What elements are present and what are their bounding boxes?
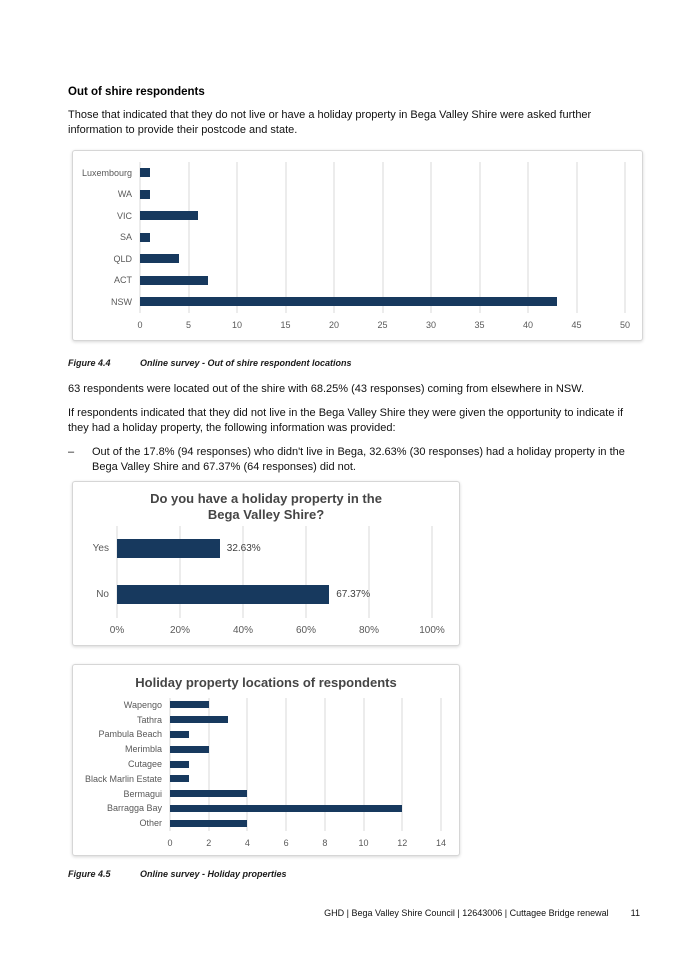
bar (117, 585, 329, 604)
section-heading: Out of shire respondents (68, 86, 205, 98)
x-axis-tick-label: 20 (328, 319, 340, 330)
bar-row (98, 727, 441, 742)
category-label: Tathra (136, 714, 162, 725)
holiday-property-locations-chart (72, 664, 460, 856)
bar (170, 761, 189, 768)
bar (117, 539, 220, 558)
category-label: Barragga Bay (106, 803, 162, 814)
bar-track (170, 731, 441, 738)
bar-value-label: 32.63% (226, 543, 261, 554)
bar-row (119, 227, 625, 249)
x-axis (109, 618, 445, 645)
category-label: No (96, 589, 109, 600)
chart-bars (81, 162, 625, 313)
chart-plot-area (73, 524, 459, 645)
chart-bars (84, 698, 441, 831)
bar-track (117, 539, 432, 558)
x-axis-tick-label: 35 (474, 319, 485, 330)
bar (170, 775, 189, 782)
chart-title: Do you have a holiday property in the Bega Valley Shire? (150, 490, 382, 522)
bar-row (96, 572, 432, 618)
bar (170, 701, 209, 708)
category-label: Merimbla (124, 744, 162, 755)
x-axis-tick-label: 14 (435, 837, 447, 848)
bar-row (123, 698, 441, 713)
category-label: NSW (111, 296, 132, 307)
bar-track (170, 820, 441, 827)
holiday-intro-paragraph: If respondents indicated that they did not live in the Bega Valley Shire they were given the opportunity to indicate if they had a holiday property, the following information was provided: (68, 406, 624, 434)
category-label: Pambula Beach (98, 729, 162, 740)
x-axis-tick-label: 4 (244, 837, 250, 848)
page-number: 11 (630, 908, 640, 918)
intro-paragraph: Those that indicated that they do not live or have a holiday property in Bega Valley Shire were asked further information to provide their postcode and state. (68, 109, 592, 136)
x-axis-tick-label: 0 (167, 837, 173, 848)
bar-track (140, 211, 625, 220)
bar (170, 820, 247, 827)
figure-caption-text: Online survey - Holiday properties (140, 868, 287, 879)
x-axis-tick-label: 5 (185, 319, 192, 330)
x-axis-tick-label: 40% (232, 624, 254, 636)
bar-row (84, 771, 441, 786)
x-axis-tick-label: 2 (206, 837, 212, 848)
category-label: Yes (92, 543, 109, 554)
bar-row (114, 270, 625, 292)
x-axis-tick-label: 10 (358, 837, 369, 848)
x-axis-tick-label: 15 (280, 319, 291, 330)
bullet-dash: – (68, 445, 75, 458)
bar (170, 805, 402, 812)
x-axis-tick-label: 0% (109, 624, 125, 636)
x-axis-tick-label: 60% (295, 624, 317, 636)
x-axis-tick-label: 20% (169, 624, 191, 636)
bar (170, 790, 247, 797)
bar-value-label: 67.37% (336, 589, 371, 600)
x-axis-tick-label: 45 (571, 319, 582, 330)
chart-plot-area (73, 696, 459, 855)
bar-track (170, 761, 441, 768)
bar-track (140, 297, 625, 306)
bar (140, 211, 198, 220)
bar-track (140, 233, 625, 242)
bar-track (140, 190, 625, 199)
category-label: Other (139, 818, 162, 829)
bar (170, 716, 228, 723)
x-axis-tick-label: 8 (322, 837, 328, 848)
category-label: QLD (113, 253, 132, 264)
bar (140, 297, 557, 306)
x-axis-tick-label: 40 (522, 319, 534, 330)
x-axis-tick-label: 0 (137, 319, 143, 330)
bar (140, 254, 179, 263)
chart-plot-area (73, 151, 642, 340)
bar-row (116, 205, 625, 227)
bar (170, 731, 189, 738)
bar-row (92, 526, 432, 572)
category-label: VIC (116, 210, 132, 221)
figure-caption-text: Online survey - Out of shire respondent locations (140, 357, 352, 368)
bar-row (136, 712, 441, 727)
bar-track (170, 746, 441, 753)
category-label: Black Marlin Estate (84, 773, 162, 784)
figure-4-4-caption (68, 358, 646, 368)
bar-track (140, 168, 625, 177)
x-axis-tick-label: 30 (425, 319, 437, 330)
bullet-text: Out of the 17.8% (94 responses) who didn't live in Bega, 32.63% (30 responses) had a holiday property in the Bega Valley Shire and 67.37% (64 responses) did not. (92, 445, 625, 473)
category-label: ACT (114, 275, 132, 286)
bar-track (170, 805, 441, 812)
x-axis-tick-label: 6 (283, 837, 289, 848)
bar (140, 233, 150, 242)
figure-4-5-caption (68, 869, 646, 879)
bar-row (123, 786, 441, 801)
bullet-item (68, 445, 646, 475)
bar-row (81, 162, 625, 184)
bar-track (170, 701, 441, 708)
chart-bars (92, 526, 432, 618)
category-label: SA (119, 232, 132, 243)
bar (140, 190, 150, 199)
bar (140, 168, 150, 177)
bar-row (117, 184, 625, 206)
chart-title: Holiday property locations of respondents (135, 674, 397, 690)
bar-row (113, 248, 625, 270)
category-label: Bermagui (123, 788, 162, 799)
bar-track (170, 716, 441, 723)
x-axis (137, 313, 631, 340)
x-axis-tick-label: 80% (358, 624, 380, 636)
bar-row (127, 757, 441, 772)
nsw-summary-paragraph: 63 respondents were located out of the shire with 68.25% (43 responses) coming from elsewhere in NSW. (68, 382, 585, 395)
category-label: Wapengo (123, 699, 162, 710)
state-locations-chart (72, 150, 643, 341)
bar-row (106, 801, 441, 816)
x-axis-tick-label: 50 (619, 319, 631, 330)
bar-track (170, 775, 441, 782)
x-axis-tick-label: 25 (377, 319, 388, 330)
bar (140, 276, 208, 285)
x-axis (167, 831, 447, 855)
x-axis-tick-label: 100% (419, 624, 445, 636)
x-axis-tick-label: 12 (397, 837, 408, 848)
bar-track (170, 790, 441, 797)
bar-row (139, 816, 441, 831)
category-label: Cutagee (127, 759, 162, 770)
bar-track (117, 585, 432, 604)
category-label: Luxembourg (81, 167, 132, 178)
bar-row (124, 742, 441, 757)
page-content (68, 86, 646, 879)
figure-label: Figure 4.5 (68, 868, 111, 879)
category-label: WA (117, 189, 132, 200)
bar (170, 746, 209, 753)
x-axis-tick-label: 10 (231, 319, 243, 330)
figure-label: Figure 4.4 (68, 357, 111, 368)
page-footer (0, 908, 640, 918)
holiday-property-question-chart (72, 481, 460, 646)
bar-track (140, 254, 625, 263)
footer-text: GHD | Bega Valley Shire Council | 12643006 | Cuttagee Bridge renewal (324, 908, 609, 918)
bar-row (111, 291, 625, 313)
bar-track (140, 276, 625, 285)
